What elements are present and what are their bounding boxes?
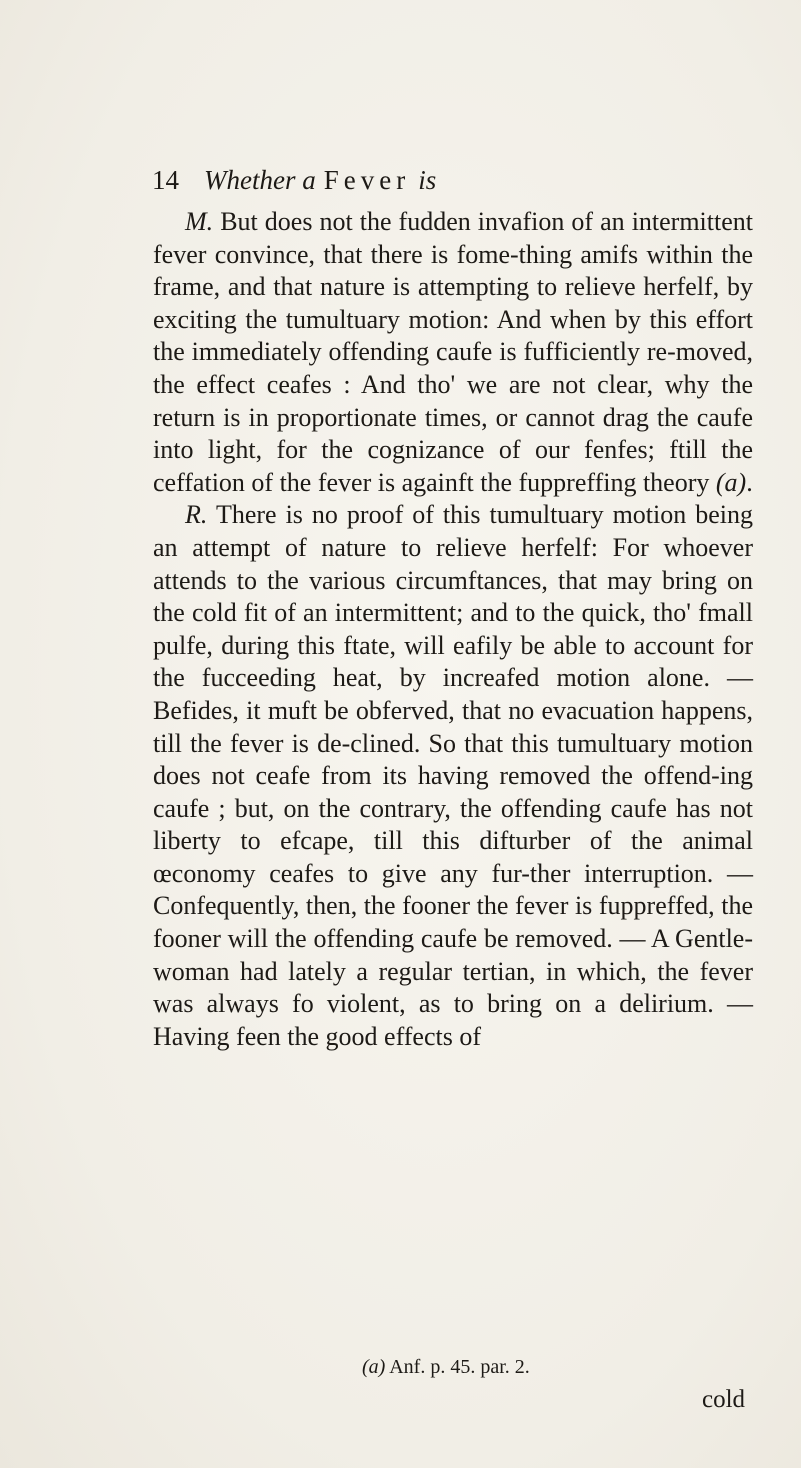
paragraph-end: . <box>746 467 753 497</box>
paragraph-r <box>153 499 753 1053</box>
running-head-part-2: is <box>418 165 437 195</box>
page-header <box>152 160 672 200</box>
running-head-caps: Fever <box>323 165 411 195</box>
catchword: cold <box>702 1386 746 1413</box>
footnote-mark: (a) <box>362 1356 386 1378</box>
footnote <box>362 1354 530 1380</box>
running-head-part-1: Whether a <box>204 165 316 195</box>
running-head <box>204 160 436 200</box>
paragraph-m <box>153 206 753 499</box>
paragraph-text: But does not the fudden invafion of an intermittent fever convince, that there is fome-thing amifs within the frame, and that nature is attempting to relieve herfelf, by exciting the tumultuary motion: And when by this effort the immediately offending caufe is fufficiently re-moved, the effect ceafes : And tho' we are not clear, why the return is in proportionate times, or cannot drag the caufe into light, for the cognizance of our fenfes; ftill the ceffation of the fever is againft the fuppreffing theory <box>153 207 753 497</box>
page-number: 14 <box>152 165 179 195</box>
speaker-label: M. <box>185 207 214 236</box>
footnote-text: Anf. p. 45. par. 2. <box>389 1356 530 1378</box>
footnote-reference: (a) <box>715 467 747 497</box>
speaker-label: R. <box>185 500 208 530</box>
body-text <box>153 206 753 1053</box>
paragraph-text: There is no proof of this tumultuary motion being an attempt of nature to relieve herfelf: For whoever attends to the various circumftances, that may bring on the cold fit of an intermittent; and to the quick, tho' fmall pulfe, during this ftate, will eafily be able to account for the fucceeding heat, by increafed motion alone. — Befides, it muft be obferved, that no evacuation happens, till the fever is de-clined. So that this tumultuary motion does not ceafe from its having removed the offend-ing caufe ; but, on the contrary, the offending caufe has not liberty to efcape, till this difturber of the animal œconomy ceafes to give any fur-ther interruption. — Confequently, then, the fooner the fever is fuppreffed, the fooner will the offending caufe be removed. — A Gentle-woman had lately a regular tertian, in which, the fever was always fo violent, as to bring on a delirium. — Having feen the good effects of <box>153 500 754 1051</box>
